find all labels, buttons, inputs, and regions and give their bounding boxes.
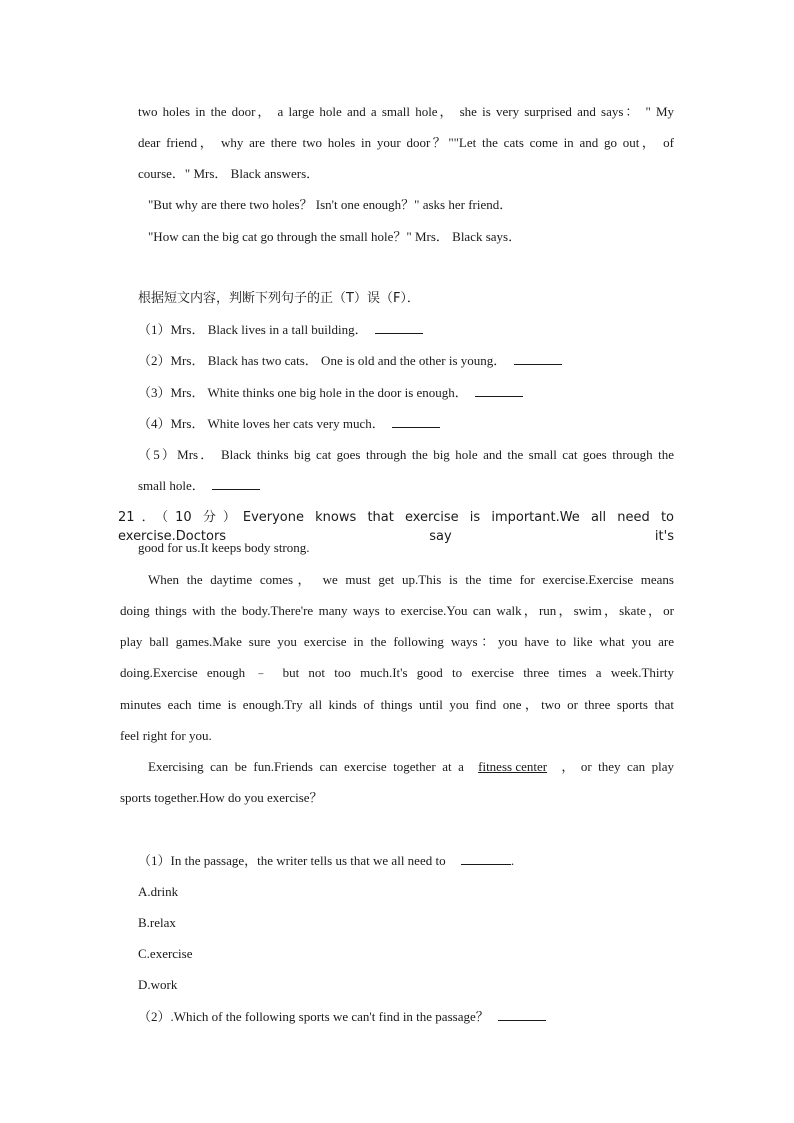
passage-line: "How can the big cat go through the small hole？" Mrs． Black says． — [148, 229, 522, 244]
tf-text: （2）Mrs． Black has two cats． One is old and the other is young． — [138, 353, 507, 368]
instruction: 根据短文内容，判断下列句子的正（T）误（F）． — [138, 291, 420, 306]
tf-item — [138, 321, 423, 339]
tf-text: small hole． — [138, 478, 205, 493]
passage-line: doing.Exercise enough ﹣ but not too much.It's good to exercise three times a week.Thirty — [120, 665, 674, 680]
answer-blank[interactable] — [514, 352, 562, 365]
tf-item-continued — [138, 477, 260, 495]
question-stem: （2）.Which of the following sports we can't find in the passage？ — [138, 1009, 489, 1024]
tf-item: （5）Mrs． Black thinks big cat goes through the big hole and the small cat goes through the — [138, 447, 674, 462]
question-stem: （1）In the passage，the writer tells us that we all need to — [138, 853, 446, 868]
answer-blank[interactable] — [461, 852, 511, 865]
passage-line: dear friend， why are there two holes in your door？""Let the cats come in and go out， of — [138, 135, 674, 150]
tf-item — [138, 415, 440, 433]
tf-text: （3）Mrs． White thinks one big hole in the door is enough． — [138, 385, 468, 400]
passage-line: sports together.How do you exercise？ — [120, 790, 323, 805]
tf-item — [138, 384, 523, 402]
question-21-heading: 21．（10 分）Everyone knows that exercise is important.We all need to exercise.Doctors say it's — [118, 510, 674, 544]
tf-item — [138, 352, 562, 370]
option-d[interactable]: D.work — [138, 977, 178, 992]
option-b[interactable]: B.relax — [138, 915, 176, 930]
tf-text: （4）Mrs． White loves her cats very much． — [138, 416, 385, 431]
mc-question-1 — [138, 852, 514, 870]
passage-line: "But why are there two holes？ Isn't one enough？" asks her friend． — [148, 197, 513, 212]
passage-line: good for us.It keeps body strong. — [138, 540, 310, 555]
option-a[interactable]: A.drink — [138, 884, 179, 899]
passage-line: When the daytime comes， we must get up.This is the time for exercise.Exercise means — [148, 572, 674, 587]
mc-question-2 — [138, 1008, 546, 1026]
passage-line: course．" Mrs． Black answers． — [138, 166, 320, 181]
answer-blank[interactable] — [498, 1008, 546, 1021]
question-end: . — [510, 853, 515, 868]
answer-blank[interactable] — [375, 321, 423, 334]
answer-blank[interactable] — [392, 415, 440, 428]
answer-blank[interactable] — [475, 384, 523, 397]
answer-blank[interactable] — [212, 477, 260, 490]
passage-text: Exercising can be fun.Friends can exercise together at a — [148, 759, 464, 774]
passage-line — [148, 758, 674, 776]
passage-line: doing things with the body.There're many ways to exercise.You can walk，run，swim，skate，or — [120, 603, 674, 618]
passage-line: minutes each time is enough.Try all kinds of things until you find one，two or three sports that — [120, 697, 674, 712]
passage-line: play ball games.Make sure you exercise in the following ways：you have to like what you are — [120, 634, 674, 649]
passage-line: two holes in the door， a large hole and a small hole， she is very surprised and says： " My — [138, 104, 674, 119]
tf-text: （1）Mrs． Black lives in a tall building． — [138, 322, 368, 337]
passage-line: feel right for you. — [120, 728, 212, 743]
fitness-center-term: fitness center — [478, 759, 548, 774]
passage-text: ， or they can play — [561, 759, 674, 774]
option-c[interactable]: C.exercise — [138, 946, 193, 961]
